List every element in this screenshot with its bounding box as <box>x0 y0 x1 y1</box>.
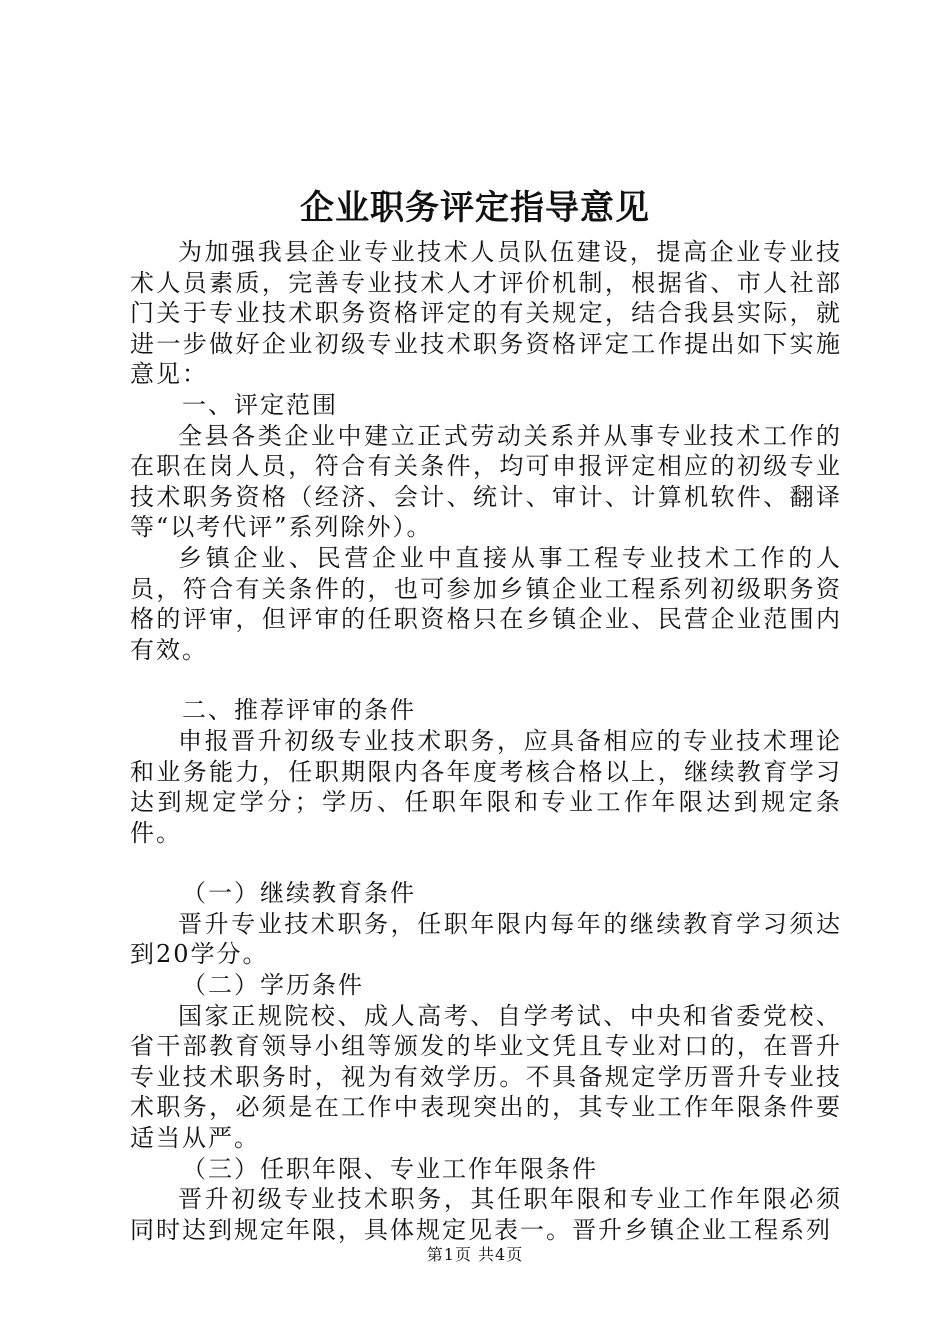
tenure-paragraph: 晋升初级专业技术职务，其任职年限和专业工作年限必须同时达到规定年限，具体规定见表一。晋升乡镇企业工程系列 <box>130 1185 842 1244</box>
intro-paragraph: 为加强我县企业专业技术人员队伍建设，提高企业专业技术人员素质，完善专业技术人才评价机制，根据省、市人社部门关于专业技术职务资格评定的有关规定，结合我县实际，就进一步做好企业初级专业技术职务资格评定工作提出如下实施意见： <box>130 238 842 389</box>
continuing-education-paragraph: 晋升专业技术职务，任职年限内每年的继续教育学习须达到20学分。 <box>130 909 842 969</box>
section-heading-conditions: 二、推荐评审的条件 <box>182 696 416 725</box>
subheading-tenure: （三）任职年限、专业工作年限条件 <box>182 1154 598 1183</box>
conditions-paragraph: 申报晋升初级专业技术职务，应具备相应的专业技术理论和业务能力，任职期限内各年度考核合格以上，继续教育学习达到规定学分；学历、任职年限和专业工作年限达到规定条件。 <box>130 726 842 847</box>
document-body <box>130 237 842 1245</box>
document-title: 企业职务评定指导意见 <box>300 188 650 228</box>
blank-line <box>130 848 842 878</box>
blank-line <box>130 665 842 695</box>
scope-paragraph-1: 全县各类企业中建立正式劳动关系并从事专业技术工作的在职在岗人员，符合有关条件，均可申报评定相应的初级专业技术职务资格（经济、会计、统计、审计、计算机软件、翻译等“以考代评”系列除外）。 <box>130 421 842 542</box>
section-heading-scope: 一、评定范围 <box>182 390 338 419</box>
page-footer: 第1页 共4页 <box>426 1245 524 1264</box>
scope-paragraph-2: 乡镇企业、民营企业中直接从事工程专业技术工作的人员，符合有关条件的，也可参加乡镇企业工程系列初级职务资格的评审，但评审的任职资格只在乡镇企业、民营企业范围内有效。 <box>130 543 842 664</box>
subheading-education: （二）学历条件 <box>182 971 364 1000</box>
subheading-continuing-education: （一）继续教育条件 <box>182 879 416 908</box>
education-paragraph: 国家正规院校、成人高考、自学考试、中央和省委党校、省干部教育领导小组等颁发的毕业文凭且专业对口的，在晋升专业技术职务时，视为有效学历。不具备规定学历晋升专业技术职务，必须是在工作中表现突出的，其专业工作年限条件要适当从严。 <box>130 1001 842 1153</box>
